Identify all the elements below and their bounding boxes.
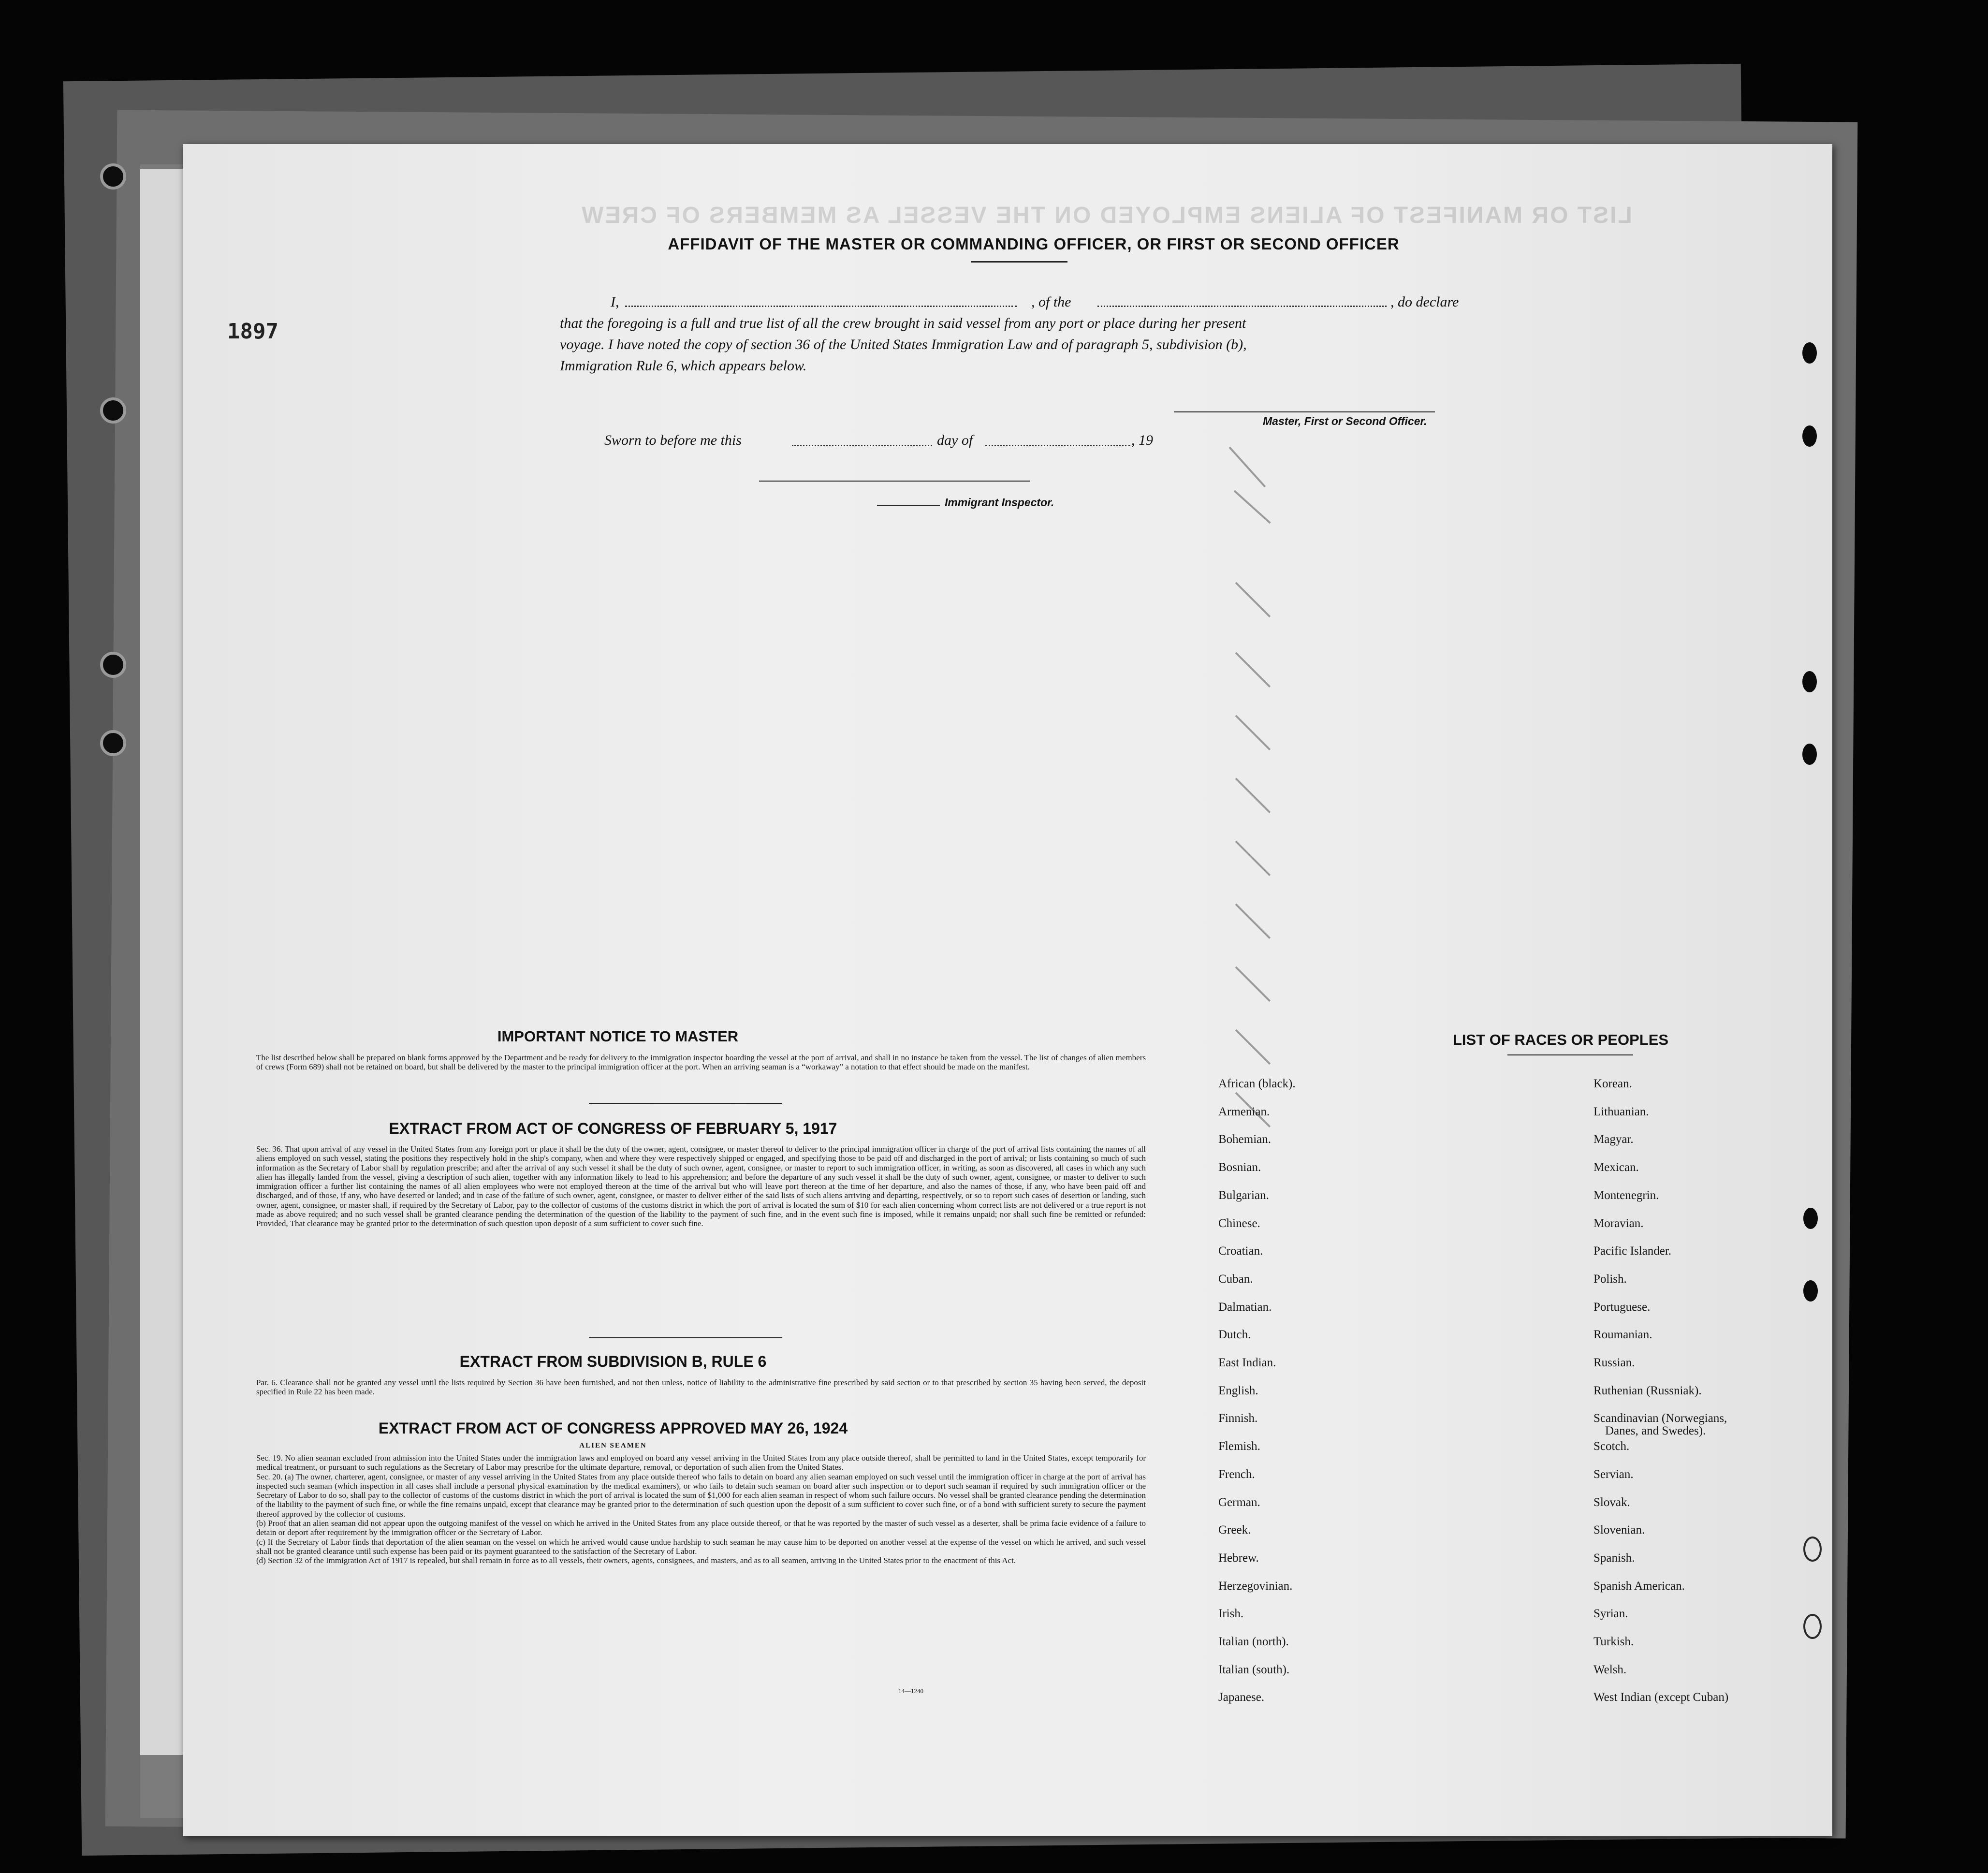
- binder-hole: [100, 397, 126, 424]
- race-item: Slovak.: [1593, 1495, 1630, 1509]
- punch-hole: [1803, 1536, 1822, 1562]
- punch-hole: [1802, 671, 1817, 692]
- race-item: Syrian.: [1593, 1607, 1628, 1621]
- page-stamp-number: 1897: [227, 319, 278, 344]
- sworn-day-of-label: day of: [937, 432, 973, 448]
- ink-tick-mark: [1235, 904, 1271, 939]
- inspector-short-line: [877, 505, 940, 506]
- inspector-label: Immigrant Inspector.: [945, 496, 1054, 509]
- ink-tick-mark: [1229, 447, 1266, 487]
- race-item: Bohemian.: [1218, 1133, 1272, 1146]
- affidavit-of-the-label: , of the: [1031, 294, 1071, 310]
- master-signature-label: Master, First or Second Officer.: [1263, 415, 1427, 427]
- extract-rule6-text: Par. 6. Clearance shall not be granted any vessel until the lists required by Section 36 have been furnished, and not then unless, notice of liability to the administrative fine prescribed by said section or to that prescribed by section 35 having been served, the deposit specified in Rule 22 has been made.: [256, 1378, 1146, 1397]
- binder-hole: [100, 730, 126, 756]
- race-item: West Indian (except Cuban): [1593, 1691, 1729, 1704]
- race-item: Moravian.: [1593, 1216, 1644, 1230]
- section-rule: [589, 1337, 782, 1338]
- form-number: 14—1240: [898, 1687, 923, 1695]
- race-item: Portuguese.: [1593, 1300, 1651, 1314]
- extract-1924-p5: (d) Section 32 of the Immigration Act of 1917 is repealed, but shall remain in force as to all vessels, their owners, agents, consignees, and masters, and as to all seamen, arriving in the United States prior to the enactment of this Act.: [256, 1556, 1016, 1566]
- race-item: Hebrew.: [1218, 1551, 1259, 1565]
- ink-tick-mark: [1235, 778, 1271, 814]
- title-rule: [971, 261, 1067, 263]
- extract-1924-subtitle: ALIEN SEAMEN: [579, 1442, 647, 1449]
- important-notice-title: IMPORTANT NOTICE TO MASTER: [497, 1028, 739, 1045]
- sworn-day-field-line: [792, 445, 932, 446]
- race-item: Croatian.: [1218, 1244, 1263, 1258]
- affidavit-declare-label: , do declare: [1390, 294, 1459, 310]
- punch-hole: [1802, 342, 1817, 364]
- race-item: German.: [1218, 1495, 1260, 1509]
- race-item: Italian (south).: [1218, 1663, 1290, 1676]
- race-item: Lithuanian.: [1593, 1105, 1649, 1118]
- vessel-field-line: [1097, 306, 1387, 307]
- extract-1917-title: EXTRACT FROM ACT OF CONGRESS OF FEBRUARY 5, 1917: [389, 1120, 837, 1137]
- race-item: Mexican.: [1593, 1161, 1639, 1174]
- binder-hole: [100, 652, 126, 678]
- race-item: English.: [1218, 1384, 1258, 1397]
- inspector-signature-line: [759, 481, 1030, 482]
- sworn-year-label: , 19: [1131, 432, 1153, 448]
- race-item: Chinese.: [1218, 1216, 1260, 1230]
- punch-hole: [1803, 1208, 1818, 1229]
- ink-tick-mark: [1235, 841, 1271, 877]
- race-item: Irish.: [1218, 1607, 1244, 1621]
- extract-1924-text: [256, 1453, 1146, 1566]
- binder-hole: [100, 163, 126, 190]
- section-rule: [589, 1103, 782, 1104]
- race-item: East Indian.: [1218, 1356, 1276, 1369]
- punch-hole: [1802, 744, 1817, 765]
- race-item: Bosnian.: [1218, 1161, 1261, 1174]
- races-title-rule: [1507, 1054, 1633, 1055]
- race-item: Spanish.: [1593, 1551, 1635, 1565]
- race-item: Herzegovinian.: [1218, 1579, 1293, 1593]
- extract-1924-p1: Sec. 19. No alien seaman excluded from admission into the United States under the immigration laws and employed on board any vessel arriving in the United States from any place outside thereof, shall be permitted to land in the United States, except temporarily for medical treatment, or pursuant to such regulations as the Secretary of Labor may prescribe for the ultimate departure, removal, or deportation of such alien from the United States.: [256, 1453, 1146, 1472]
- extract-1924-title: EXTRACT FROM ACT OF CONGRESS APPROVED MAY 26, 1924: [378, 1419, 848, 1437]
- extract-1924-p4: (c) If the Secretary of Labor finds that deportation of the alien seaman on the vessel on which he arrived would cause undue hardship to such seaman he may cause him to be deported on another vessel at the expense of the vessel on which he arrived, and such vessel shall not be granted clearance until such expense has been paid or its payment guaranteed to the satisfaction of the Secretary of Labor.: [256, 1537, 1146, 1556]
- ink-tick-mark: [1235, 652, 1271, 688]
- extract-1924-p2: Sec. 20. (a) The owner, charterer, agent, consignee, or master of any vessel arriving in the United States from any place outside thereof who fails to detain on board any alien seaman employed on such vessel until the immigration officer in charge at the port of arrival has inspected such seaman (which inspection in all cases shall include a personal physical examination by the medical examiners), or who fails to detain such seaman on board after such inspection or to deport such seaman if required by such immigration officer or the Secretary of Labor to do so, shall pay to the collector of customs of the customs district in which the port of arrival is located the sum of $1,000 for each alien seaman in respect of whom such failure occurs. No vessel shall be granted clearance pending the determination of the liability to the payment of such fine, or while the fine remains unpaid, except that clearance may be granted prior to the determination of such question upon the deposit of a sum sufficient to cover such fine, or of a bond with sufficient surety to secure the payment thereof approved by the collector of customs.: [256, 1472, 1146, 1519]
- extract-rule6-title: EXTRACT FROM SUBDIVISION B, RULE 6: [459, 1353, 767, 1370]
- race-item: Greek.: [1218, 1523, 1251, 1537]
- race-item: Finnish.: [1218, 1412, 1258, 1425]
- races-title: LIST OF RACES OR PEOPLES: [1452, 1031, 1669, 1048]
- race-item: French.: [1218, 1467, 1255, 1481]
- punch-hole: [1802, 425, 1817, 447]
- affidavit-line-2: that the foregoing is a full and true list of all the crew brought in said vessel from any port or place during her present: [560, 315, 1246, 331]
- affidavit-line-4: Immigration Rule 6, which appears below.: [560, 358, 807, 374]
- race-item: African (black).: [1218, 1077, 1296, 1090]
- master-signature-line: [1174, 411, 1435, 412]
- affidavit-page: [183, 144, 1832, 1836]
- race-item: Scotch.: [1593, 1440, 1630, 1453]
- ink-tick-mark: [1235, 582, 1271, 618]
- race-item: Flemish.: [1218, 1440, 1260, 1453]
- race-item: Danes, and Swedes).: [1605, 1424, 1706, 1438]
- race-item: Magyar.: [1593, 1133, 1634, 1146]
- race-item: Roumanian.: [1593, 1328, 1652, 1342]
- race-item: Bulgarian.: [1218, 1188, 1269, 1202]
- race-item: Cuban.: [1218, 1272, 1253, 1286]
- race-item: Montenegrin.: [1593, 1188, 1659, 1202]
- race-item: Russian.: [1593, 1356, 1635, 1369]
- race-item: Italian (north).: [1218, 1635, 1289, 1648]
- bleed-through-text: LIST OR MANIFEST OF ALIENS EMPLOYED ON THE VESSEL AS MEMBERS OF CREW: [580, 203, 1632, 228]
- extract-1917-text: Sec. 36. That upon arrival of any vessel in the United States from any foreign port or place it shall be the duty of the owner, agent, consignee, or master thereof to deliver to the principal immigration officer in charge of the port of arrival lists containing the names of all aliens employed on such vessel, stating the positions they respectively hold in the ship's company, when and where they were respectively shipped or engaged, and specifying those to be paid off and discharged in the port of arrival; or lists containing so much of such information as the Secretary of Labor shall by regulation prescribe; and after the arrival of any such vessel it shall be the duty of such owner, agent, consignee, or master to report to such immigration officer, in writing, as soon as discovered, all cases in which any such alien has illegally landed from the vessel, giving a description of such alien, together with any information likely to lead to his apprehension; and before the departure of any such vessel it shall be the duty of such owner, agent, consignee, or master to deliver to such immigration officer a further list containing the names of all alien employees who were not employed thereon at the time of the arrival but who will leave port thereon at the time of her departure, and also the names of those, if any, who have been paid off and discharged, and of those, if any, who have deserted or landed; and in case of the failure of such owner, agent, consignee, or master to deliver either of the said lists of such aliens arriving and departing, respectively, or so to report such cases of desertion or landing, such owner, agent, consignee, or master shall, if required by the Secretary of Labor, pay to the collector of customs of the customs district in which the port of arrival is located the sum of $10 for each alien concerning whom correct lists are not delivered or a true report is not made as above required; and no such vessel shall be granted clearance pending the determination of the question of the liability to the payment of such fine, and in the event such fine is imposed, while it remains unpaid; nor shall such fine be remitted or refunded: Provided, That clearance may be granted prior to the determination of such question upon deposit of a sum sufficient to cover such fine.: [256, 1144, 1146, 1229]
- race-item: Slovenian.: [1593, 1523, 1645, 1537]
- affidavit-i-label: I,: [611, 294, 619, 310]
- race-item: Pacific Islander.: [1593, 1244, 1672, 1258]
- race-item: Servian.: [1593, 1467, 1634, 1481]
- race-item: Scandinavian (Norwegians,: [1593, 1412, 1727, 1425]
- race-item: Japanese.: [1218, 1691, 1265, 1704]
- ink-tick-mark: [1235, 715, 1271, 751]
- race-item: Polish.: [1593, 1272, 1627, 1286]
- sworn-month-field-line: [985, 445, 1130, 446]
- race-item: Armenian.: [1218, 1105, 1270, 1118]
- affidavit-line-3: voyage. I have noted the copy of section 36 of the United States Immigration Law and of paragraph 5, subdivision (b),: [560, 337, 1247, 352]
- name-field-line: [625, 306, 1017, 307]
- race-item: Dutch.: [1218, 1328, 1251, 1342]
- race-item: Turkish.: [1593, 1635, 1634, 1648]
- punch-hole: [1803, 1614, 1822, 1639]
- important-notice-text: The list described below shall be prepared on blank forms approved by the Department and be ready for delivery to the immigration inspector boarding the vessel at the port of arrival, and shall in no instance be taken from the vessel. The list of changes of alien members of crews (Form 689) shall not be retained on board, but shall be delivered by the master to the principal immigration officer at the port. When an arriving seaman is a “workaway” a notation to that effect should be made on the manifest.: [256, 1053, 1146, 1072]
- sworn-prefix: Sworn to before me this: [604, 432, 742, 448]
- ink-tick-mark: [1235, 966, 1271, 1002]
- race-item: Ruthenian (Russniak).: [1593, 1384, 1702, 1397]
- race-item: Spanish American.: [1593, 1579, 1685, 1593]
- extract-1924-p3: (b) Proof that an alien seaman did not appear upon the outgoing manifest of the vessel on which he arrived in the United States from any place outside thereof, or that he was reported by the master of such vessel as a deserter, shall be prima facie evidence of a failure to detain or deport after requirement by the immigration officer or the Secretary of Labor.: [256, 1519, 1146, 1537]
- punch-hole: [1803, 1280, 1818, 1302]
- race-item: Dalmatian.: [1218, 1300, 1272, 1314]
- affidavit-title: AFFIDAVIT OF THE MASTER OR COMMANDING OFFICER, OR FIRST OR SECOND OFFICER: [668, 235, 1400, 253]
- race-item: Korean.: [1593, 1077, 1632, 1090]
- ink-tick-mark: [1234, 490, 1271, 524]
- race-item: Welsh.: [1593, 1663, 1627, 1676]
